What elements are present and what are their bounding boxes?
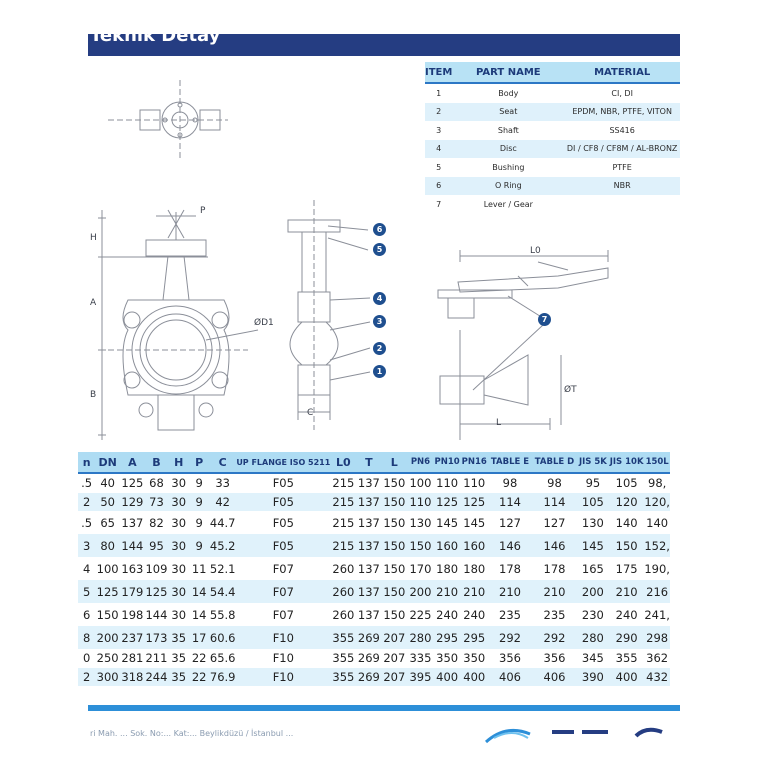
dimension-cell: 82: [149, 515, 164, 530]
dimension-cell: 145: [436, 515, 459, 530]
dimension-cell: 30: [171, 561, 187, 576]
dimension-cell: 137: [356, 534, 381, 557]
part-item-number: 7: [436, 199, 442, 209]
part-name: Body: [498, 88, 519, 98]
dimension-cell: 210: [609, 580, 644, 603]
dimension-cell: 290: [609, 626, 644, 649]
dimension-cell: 14: [189, 580, 209, 603]
dimension-cell: 211: [145, 651, 168, 666]
part-name: Lever / Gear: [483, 199, 533, 209]
dimension-label-d1: ØD1: [254, 318, 274, 328]
dimension-cell: .5: [81, 515, 93, 530]
dimension-cell: 110: [463, 476, 486, 491]
dimension-cell: 140: [646, 515, 669, 530]
part-callout-badge: 6: [373, 223, 386, 236]
dimension-cell: 300: [95, 668, 120, 687]
dimension-cell: 400: [461, 668, 488, 687]
dimension-cell: 105: [577, 493, 609, 512]
dimension-header: DN: [95, 452, 120, 473]
dimension-cell: 240: [463, 607, 486, 622]
dimension-cell: 0: [82, 651, 91, 666]
part-item-number: 3: [436, 125, 442, 135]
dimension-cell: 105: [615, 476, 638, 491]
dimension-cell: 5: [78, 580, 95, 603]
dimension-cell: 137: [356, 580, 381, 603]
dimension-label-b: B: [90, 390, 97, 400]
dimension-cell: 210: [488, 580, 532, 603]
dimension-cell: F07: [236, 580, 330, 603]
dimension-cell: 395: [407, 668, 433, 687]
dimension-cell: 144: [120, 534, 145, 557]
dimension-cell: 150: [381, 493, 407, 512]
dimension-cell: 244: [145, 668, 168, 687]
footer-address: ri Mah. ... Sok. No:... Kat:... Beylikdüzü / İstanbul ...: [90, 729, 294, 738]
parts-header-material: MATERIAL: [564, 62, 680, 83]
dimension-cell: 160: [434, 534, 461, 557]
dimension-cell: 6: [82, 607, 91, 622]
dimension-cell: 68: [149, 476, 164, 491]
dimension-cell: 145: [577, 534, 609, 557]
dimension-cell: 180: [463, 561, 486, 576]
dimension-cell: 260: [330, 580, 356, 603]
dimension-header: n: [78, 452, 95, 473]
part-callout-badge: 1: [373, 365, 386, 378]
dimension-cell: 42: [209, 493, 236, 512]
dimension-cell: 150: [381, 534, 407, 557]
dimension-cell: 120: [609, 493, 644, 512]
dimension-cell: F10: [236, 668, 330, 687]
dimension-cell: 295: [434, 626, 461, 649]
dimension-cell: 9: [189, 493, 209, 512]
dimension-cell: 109: [145, 561, 168, 576]
dimension-cell: 406: [488, 668, 532, 687]
dimension-cell: 260: [332, 607, 355, 622]
dimension-cell: 241,: [644, 607, 670, 622]
dimension-header: A: [120, 452, 145, 473]
dimension-header: TABLE E: [488, 452, 532, 473]
dimension-header: PN10: [434, 452, 461, 473]
dimension-cell: 30: [168, 493, 189, 512]
dimension-cell: 150: [96, 607, 119, 622]
dimension-row: [78, 580, 670, 603]
dimension-cell: .5: [81, 476, 93, 491]
dimension-cell: 215: [332, 476, 355, 491]
dimension-cell: 30: [171, 515, 187, 530]
dimension-header: C: [209, 452, 236, 473]
dimension-cell: 98: [547, 476, 562, 491]
dimension-cell: 235: [499, 607, 521, 622]
dimension-cell: 140: [615, 515, 638, 530]
dimension-cell: 76.9: [209, 668, 236, 687]
dimension-cell: 237: [120, 626, 145, 649]
dimension-cell: 9: [195, 515, 203, 530]
dimension-cell: 240: [436, 607, 459, 622]
dimension-cell: 406: [532, 668, 577, 687]
part-material: CI, DI: [611, 88, 633, 98]
dimension-cell: 52.1: [209, 561, 236, 576]
dimension-cell: 127: [499, 515, 521, 530]
dimension-row: [78, 473, 670, 493]
dimension-cell: 60.6: [209, 626, 236, 649]
dimension-cell: 355: [330, 626, 356, 649]
dimension-cell: 150: [383, 476, 406, 491]
dimension-cell: 150: [383, 607, 406, 622]
dimension-cell: 137: [357, 561, 380, 576]
dimension-cell: 110: [436, 476, 459, 491]
dimension-cell: 130: [409, 515, 432, 530]
dimension-label-l0: L0: [530, 246, 541, 256]
dimension-cell: 160: [461, 534, 488, 557]
dimension-cell: 173: [145, 626, 168, 649]
dimension-cell: 2: [78, 668, 95, 687]
dimension-label-l: L: [496, 418, 502, 428]
dimension-table: [78, 452, 670, 686]
dimension-cell: 137: [357, 515, 380, 530]
part-callout-badge: 2: [373, 342, 386, 355]
dimension-cell: 295: [461, 626, 488, 649]
dimension-cell: 250: [96, 651, 119, 666]
dimension-cell: 150: [383, 515, 406, 530]
dimension-cell: 150: [407, 534, 433, 557]
section-title: Teknik Detay: [90, 25, 221, 46]
dimension-cell: 163: [121, 561, 144, 576]
dimension-header: T: [356, 452, 381, 473]
dimension-cell: 30: [171, 476, 187, 491]
dimension-cell: 178: [499, 561, 521, 576]
dimension-cell: 170: [409, 561, 432, 576]
dimension-cell: 400: [434, 668, 461, 687]
datasheet-page: [81, 0, 680, 768]
dimension-cell: 210: [434, 580, 461, 603]
dimension-cell: 127: [543, 515, 566, 530]
dimension-cell: 150: [381, 580, 407, 603]
dimension-cell: 22: [189, 668, 209, 687]
part-name: Seat: [452, 103, 564, 122]
dimension-header: B: [145, 452, 168, 473]
dimension-cell: 65.6: [209, 651, 236, 666]
part-material: NBR: [564, 177, 680, 196]
dimension-label-h: H: [90, 233, 97, 243]
dimension-cell: 350: [463, 651, 486, 666]
part-item-number: 4: [425, 140, 452, 159]
dimension-cell: 207: [383, 651, 406, 666]
dimension-header: 150L: [644, 452, 670, 473]
dimension-cell: 146: [488, 534, 532, 557]
part-name: Bushing: [492, 162, 525, 172]
dimension-cell: 144: [145, 607, 168, 622]
dimension-cell: 130: [581, 515, 604, 530]
dimension-cell: 3: [78, 534, 95, 557]
dimension-cell: 110: [407, 493, 433, 512]
dimension-cell: 298: [644, 626, 670, 649]
dimension-header: JIS 10K: [609, 452, 644, 473]
dimension-cell: 2: [78, 493, 95, 512]
footer-divider: [88, 705, 680, 711]
dimension-cell: 216: [644, 580, 670, 603]
dimension-cell: 207: [381, 668, 407, 687]
dimension-cell: 269: [357, 651, 380, 666]
dimension-cell: 190,: [644, 561, 670, 576]
dimension-cell: 356: [499, 651, 521, 666]
dimension-cell: 235: [543, 607, 566, 622]
dimension-cell: 73: [145, 493, 168, 512]
dimension-header: UP FLANGE ISO 5211: [236, 452, 330, 473]
dimension-cell: 95: [585, 476, 601, 491]
dimension-cell: 98: [502, 476, 518, 491]
part-material: DI / CF8 / CF8M / AL-BRONZ: [564, 140, 680, 159]
dimension-cell: 335: [409, 651, 432, 666]
part-item-number: 1: [436, 88, 442, 98]
dimension-cell: 9: [195, 476, 203, 491]
part-name: Disc: [452, 140, 564, 159]
part-name: O Ring: [452, 177, 564, 196]
dimension-cell: 281: [121, 651, 144, 666]
dimension-cell: 292: [488, 626, 532, 649]
dimension-header: P: [189, 452, 209, 473]
dimension-cell: 345: [581, 651, 604, 666]
dimension-cell: F05: [272, 476, 294, 491]
dimension-header: H: [168, 452, 189, 473]
dimension-cell: 215: [330, 493, 356, 512]
part-callout-badge: 4: [373, 292, 386, 305]
side-view-drawing: [288, 200, 370, 430]
dimension-cell: 215: [332, 515, 355, 530]
dimension-cell: 129: [120, 493, 145, 512]
dimension-cell: 152,: [644, 534, 670, 557]
dimension-cell: 210: [461, 580, 488, 603]
dimension-cell: 98,: [648, 476, 667, 491]
part-name: Shaft: [497, 125, 519, 135]
dimension-row: [78, 603, 670, 626]
parts-header-part-name: PART NAME: [452, 62, 564, 83]
dimension-cell: 125: [121, 476, 144, 491]
dimension-cell: 198: [121, 607, 144, 622]
dimension-header: JIS 5K: [577, 452, 609, 473]
dimension-cell: 150: [609, 534, 644, 557]
dimension-cell: 55.8: [209, 607, 236, 622]
dimension-cell: 125: [461, 493, 488, 512]
part-item-number: 6: [425, 177, 452, 196]
dimension-cell: 355: [615, 651, 638, 666]
dimension-cell: 50: [95, 493, 120, 512]
dimension-cell: F05: [236, 493, 330, 512]
dimension-cell: 145: [463, 515, 486, 530]
dimension-cell: 65: [100, 515, 115, 530]
dimension-cell: 269: [356, 668, 381, 687]
dimension-row: [78, 511, 670, 534]
dimension-cell: 54.4: [209, 580, 236, 603]
dimension-cell: 35: [168, 668, 189, 687]
dimension-cell: F05: [272, 515, 294, 530]
dimension-cell: 280: [577, 626, 609, 649]
part-item-number: 2: [425, 103, 452, 122]
dimension-cell: 35: [171, 651, 187, 666]
dimension-cell: 350: [436, 651, 459, 666]
part-material: EPDM, NBR, PTFE, VITON: [564, 103, 680, 122]
dimension-cell: 355: [332, 651, 355, 666]
dimension-cell: 200: [407, 580, 433, 603]
dimension-cell: 125: [95, 580, 120, 603]
dimension-header: L: [381, 452, 407, 473]
dimension-cell: 150: [383, 561, 406, 576]
part-material: PTFE: [612, 162, 632, 172]
dimension-cell: 146: [532, 534, 577, 557]
dimension-cell: 14: [191, 607, 207, 622]
dimension-cell: 45.2: [209, 534, 236, 557]
dimension-cell: 30: [168, 534, 189, 557]
dimension-cell: 165: [581, 561, 604, 576]
dimension-cell: 280: [407, 626, 433, 649]
dimension-header: PN16: [461, 452, 488, 473]
dimension-row: [78, 493, 670, 512]
dimension-cell: 240: [615, 607, 638, 622]
dimension-cell: F05: [236, 534, 330, 557]
dimension-cell: 125: [145, 580, 168, 603]
dimension-cell: 215: [330, 534, 356, 557]
dimension-cell: 95: [145, 534, 168, 557]
dimension-cell: 11: [191, 561, 207, 576]
dimension-cell: 390: [577, 668, 609, 687]
dimension-row: [78, 668, 670, 687]
dimension-cell: 180: [436, 561, 459, 576]
dimension-cell: 17: [189, 626, 209, 649]
dimension-label-p: P: [200, 206, 206, 216]
dimension-label-t: ØT: [564, 385, 577, 395]
company-logo: [486, 722, 680, 768]
dimension-cell: 362: [646, 651, 669, 666]
dimension-header: L0: [330, 452, 356, 473]
dimension-cell: 4: [82, 561, 91, 576]
dimension-cell: 30: [171, 607, 187, 622]
dimension-header: TABLE D: [532, 452, 577, 473]
dimension-cell: 120,: [644, 493, 670, 512]
dimension-cell: F07: [272, 607, 294, 622]
dimension-cell: F10: [272, 651, 294, 666]
dimension-cell: 175: [615, 561, 638, 576]
dimension-cell: 356: [543, 651, 566, 666]
dimension-cell: 125: [434, 493, 461, 512]
part-callout-badge: 3: [373, 315, 386, 328]
dimension-cell: 210: [532, 580, 577, 603]
dimension-cell: 269: [356, 626, 381, 649]
dimension-cell: 400: [609, 668, 644, 687]
dimension-cell: 9: [189, 534, 209, 557]
part-callout-badge: 7: [538, 313, 551, 326]
dimension-cell: 292: [532, 626, 577, 649]
dimension-cell: F07: [272, 561, 294, 576]
dimension-cell: 44.7: [209, 515, 236, 530]
front-view-drawing: [98, 210, 258, 440]
dimension-cell: 40: [100, 476, 115, 491]
dimension-cell: 137: [357, 607, 380, 622]
dimension-cell: 179: [120, 580, 145, 603]
dimension-row: [78, 534, 670, 557]
dimension-table-header: [78, 452, 670, 473]
dimension-cell: 200: [577, 580, 609, 603]
dimension-cell: 318: [120, 668, 145, 687]
dimension-cell: 33: [215, 476, 230, 491]
top-view-drawing: [108, 80, 228, 160]
dimension-row: [78, 649, 670, 668]
dimension-cell: 355: [330, 668, 356, 687]
dimension-cell: 100: [409, 476, 432, 491]
lever-drawing: [438, 250, 608, 440]
dimension-cell: 137: [357, 476, 380, 491]
dimension-cell: 30: [168, 580, 189, 603]
dimension-cell: 137: [356, 493, 381, 512]
dimension-cell: 260: [332, 561, 355, 576]
dimension-cell: 80: [95, 534, 120, 557]
part-item-number: 5: [436, 162, 442, 172]
dimension-cell: 114: [488, 493, 532, 512]
dimension-cell: 137: [121, 515, 144, 530]
dimension-label-a: A: [90, 298, 97, 308]
dimension-cell: 225: [409, 607, 432, 622]
dimension-cell: 22: [191, 651, 207, 666]
dimension-cell: 432: [644, 668, 670, 687]
dimension-header: PN6: [407, 452, 433, 473]
parts-header-item: ITEM: [425, 62, 452, 83]
part-callout-badge: 5: [373, 243, 386, 256]
dimension-row: [78, 557, 670, 580]
dimension-cell: 35: [168, 626, 189, 649]
dimension-cell: 178: [543, 561, 566, 576]
dimension-cell: 200: [95, 626, 120, 649]
dimension-cell: F10: [236, 626, 330, 649]
dimension-cell: 230: [581, 607, 604, 622]
dimension-cell: 8: [78, 626, 95, 649]
dimension-cell: 100: [96, 561, 119, 576]
dimension-row: [78, 626, 670, 649]
dimension-cell: 207: [381, 626, 407, 649]
dimension-cell: 114: [532, 493, 577, 512]
part-material: SS416: [609, 125, 635, 135]
dimension-label-c: C: [307, 408, 314, 418]
